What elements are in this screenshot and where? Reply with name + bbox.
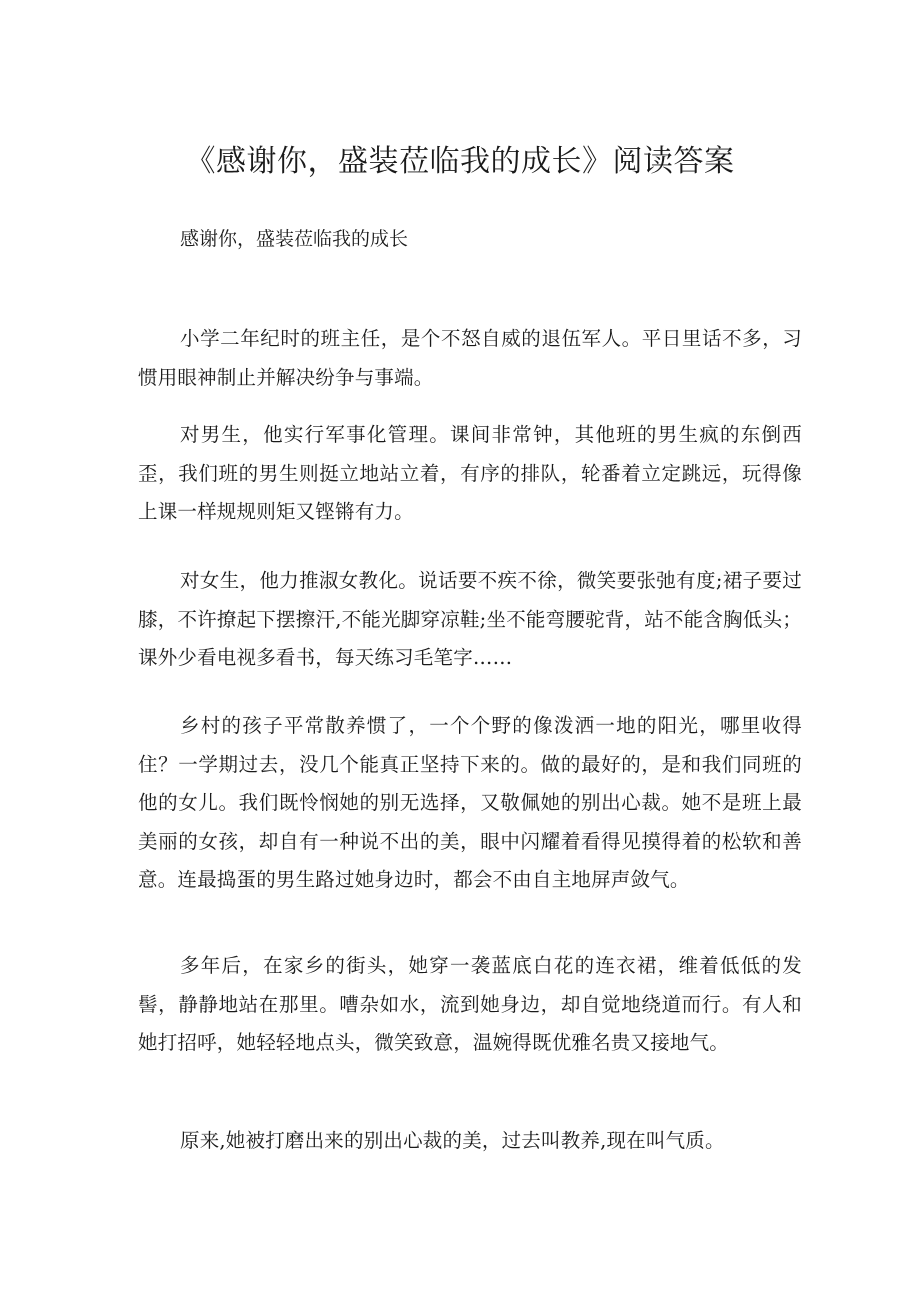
paragraph-4: 乡村的孩子平常散养惯了，一个个野的像泼洒一地的阳光，哪里收得住？一学期过去，没几个能真正坚持下来的。做的最好的，是和我们同班的他的女儿。我们既怜悯她的别无选择，又敬佩她的别出心裁。她不是班上最美丽的女孩，却自有一种说不出的美，眼中闪耀着看得见摸得着的松软和善意。连最捣蛋的男生路过她身边时，都会不由自主地屏声敛气。 (138, 714, 802, 891)
paragraph-2: 对男生，他实行军事化管理。课间非常钟，其他班的男生疯的东倒西歪，我们班的男生则挺立地站立着，有序的排队，轮番着立定跳远，玩得像上课一样规规则矩又铿锵有力。 (138, 423, 802, 523)
paragraph-3: 对女生，他力推淑女教化。说话要不疾不徐，微笑要张弛有度;裙子要过膝，不许撩起下摆擦汗,不能光脚穿凉鞋;坐不能弯腰驼背，站不能含胸低头；课外少看电视多看书，每天练习毛笔字…… (138, 569, 802, 669)
document-title: 《感谢你，盛装莅临我的成长》阅读答案 (185, 144, 735, 179)
paragraph-5: 多年后，在家乡的街头，她穿一袭蓝底白花的连衣裙，维着低低的发髻，静静地站在那里。嘈杂如水，流到她身边，却自觉地绕道而行。有人和她打招呼，她轻轻地点头，微笑致意，温婉得既优雅名贵又接地气。 (138, 954, 802, 1054)
document-subtitle: 感谢你，盛装莅临我的成长 (180, 228, 409, 250)
paragraph-6: 原来,她被打磨出来的别出心裁的美，过去叫教养,现在叫气质。 (180, 1129, 725, 1152)
paragraph-1: 小学二年纪时的班主任，是个不怒自威的退伍军人。平日里话不多，习惯用眼神制止并解决纷争与事端。 (138, 327, 802, 389)
